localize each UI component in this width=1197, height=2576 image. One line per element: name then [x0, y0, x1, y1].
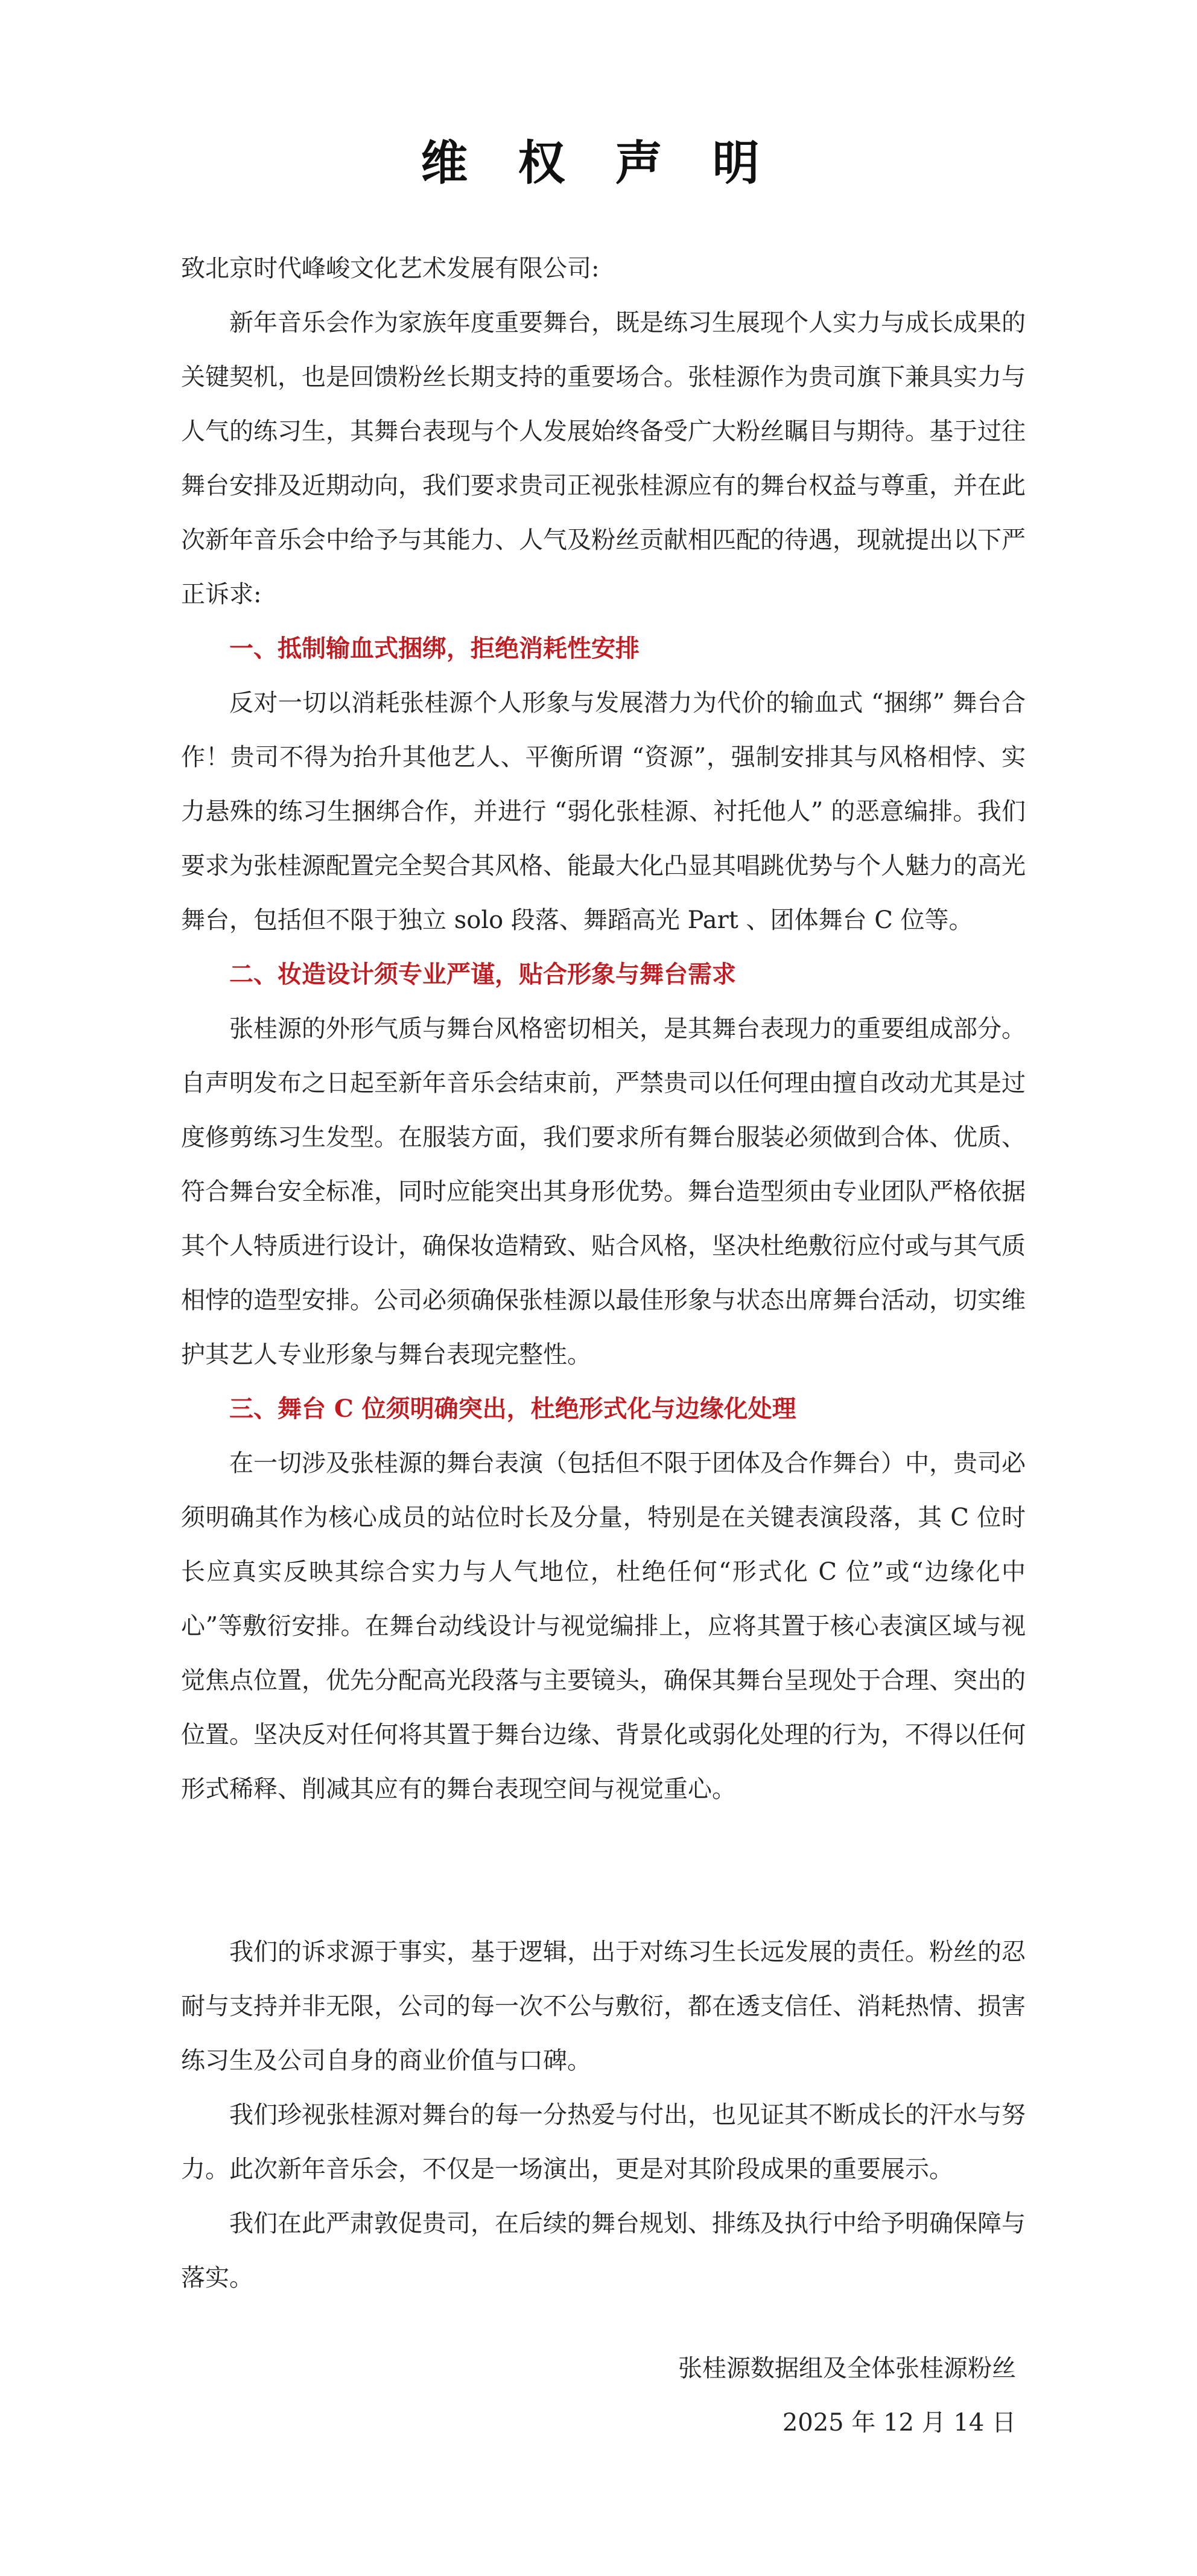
signature: 张桂源数据组及全体张桂源粉丝 [678, 2355, 1016, 2382]
closing-paragraph-1: 我们的诉求源于事实，基于逻辑，出于对练习生长远发展的责任。粉丝的忍耐与支持并非无限，公司的每一次不公与敷衍，都在透支信任、消耗热情、损害练习生及公司自身的商业价值与口碑。 [181, 1938, 1026, 2075]
closing-paragraph-2: 我们珍视张桂源对舞台的每一分热爱与付出，也见证其不断成长的汗水与努力。此次新年音乐会，不仅是一场演出，更是对其阶段成果的重要展示。 [181, 2101, 1026, 2183]
closing-paragraph-3: 我们在此严肃敦促贵司，在后续的舞台规划、排练及执行中给予明确保障与落实。 [181, 2210, 1026, 2292]
signature-block [678, 2341, 1016, 2450]
date: 2025 年 12 月 14 日 [782, 2409, 1016, 2437]
document-title: 维 权 声 明 [421, 136, 776, 191]
section-2-heading: 二、妆造设计须专业严谨，贴合形象与舞台需求 [229, 960, 736, 988]
section-3-body: 在一切涉及张桂源的舞台表演（包括但不限于团体及合作舞台）中，贵司必须明确其作为核心成员的站位时长及分量，特别是在关键表演段落，其 C 位时长应真实反映其综合实力与人气地位，杜绝任何“形式化 C 位”或“边缘化中心”等敷衍安排。在舞台动线设计与视觉编排上，应将其置于核心表演区域与视觉焦点位置，优先分配高光段落与主要镜头，确保其舞台呈现处于合理、突出的位置。坚决反对任何将其置于舞台边缘、背景化或弱化处理的行为，不得以任何形式稀释、削减其应有的舞台表现空间与视觉重心。 [181, 1449, 1026, 1803]
document-body [181, 241, 1026, 2305]
section-1-body: 反对一切以消耗张桂源个人形象与发展潜力为代价的输血式 “捆绑” 舞台合作！贵司不得为抬升其他艺人、平衡所谓 “资源”，强制安排其与风格相悖、实力悬殊的练习生捆绑合作，并进行 “弱化张桂源、衬托他人” 的恶意编排。我们要求为张桂源配置完全契合其风格、能最大化凸显其唱跳优势与个人魅力的高光舞台，包括但不限于独立 solo 段落、舞蹈高光 Part 、团体舞台 C 位等。 [181, 689, 1026, 934]
section-1-heading: 一、抵制输血式捆绑，拒绝消耗性安排 [229, 634, 640, 663]
intro-paragraph: 新年音乐会作为家族年度重要舞台，既是练习生展现个人实力与成长成果的关键契机，也是回馈粉丝长期支持的重要场合。张桂源作为贵司旗下兼具实力与人气的练习生，其舞台表现与个人发展始终备受广大粉丝瞩目与期待。基于过往舞台安排及近期动向，我们要求贵司正视张桂源应有的舞台权益与尊重，并在此次新年音乐会中给予与其能力、人气及粉丝贡献相匹配的待遇，现就提出以下严正诉求: [181, 309, 1026, 608]
paragraph-gap [181, 1816, 1026, 1925]
section-2-body: 张桂源的外形气质与舞台风格密切相关，是其舞台表现力的重要组成部分。自声明发布之日起至新年音乐会结束前，严禁贵司以任何理由擅自改动尤其是过度修剪练习生发型。在服装方面，我们要求所有舞台服装必须做到合体、优质、符合舞台安全标准，同时应能突出其身形优势。舞台造型须由专业团队严格依据其个人特质进行设计，确保妆造精致、贴合风格，坚决杜绝敷衍应付或与其气质相悖的造型安排。公司必须确保张桂源以最佳形象与状态出席舞台活动，切实维护其艺人专业形象与舞台表现完整性。 [181, 1015, 1026, 1369]
addressee: 致北京时代峰峻文化艺术发展有限公司: [181, 255, 600, 282]
section-3-heading: 三、舞台 C 位须明确突出，杜绝形式化与边缘化处理 [229, 1395, 796, 1423]
